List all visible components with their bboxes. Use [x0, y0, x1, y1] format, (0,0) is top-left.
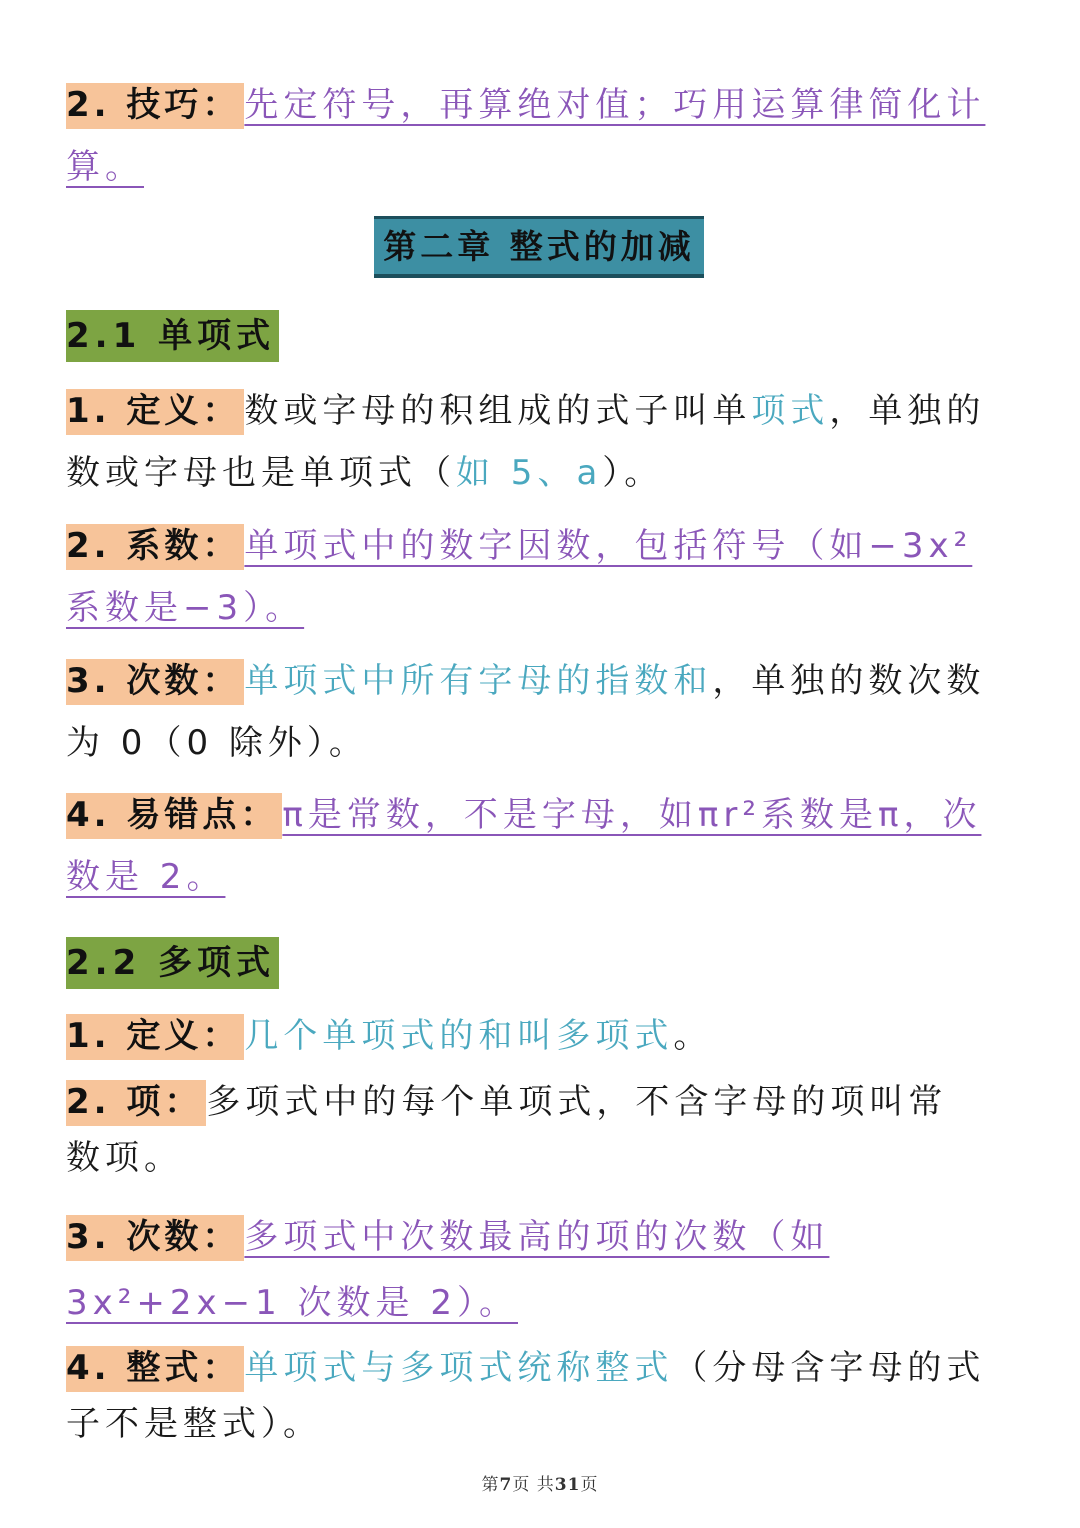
definition-text: 数或字母的积组成的式子叫单: [244, 391, 752, 431]
polynomial-degree: [66, 1204, 986, 1336]
polynomial-definition: [66, 1006, 986, 1066]
poly-degree-label: 3. 次数：: [66, 1215, 244, 1261]
section-heading-monomial: 2.1 单项式: [66, 310, 279, 362]
footer-prefix: 第: [481, 1475, 500, 1495]
footer-suffix: 页: [580, 1475, 599, 1495]
definition-label: 1. 定义：: [66, 389, 244, 435]
degree-text: ，单独的数次数为 0（0 除外）。: [66, 661, 986, 763]
coefficient-text: 单项式中的数字因数，包括符号（如−3x²系数是−3）。: [66, 526, 973, 628]
poly-definition-label: 1. 定义：: [66, 1014, 244, 1060]
term-text: 多项式中的每个单项式，不含字母的项叫常数项。: [66, 1082, 948, 1178]
coefficient-label: 2. 系数：: [66, 524, 244, 570]
term-label: 2. 项：: [66, 1080, 206, 1126]
poly-definition-end: 。: [673, 1016, 713, 1056]
poly-definition-highlight: 几个单项式的和叫多项式: [244, 1016, 674, 1056]
tip-text: 先定符号，再算绝对值；巧用运算律简化计算。: [66, 85, 986, 187]
error-label: 4. 易错点：: [66, 793, 282, 839]
definition-example: 如 5、a: [456, 453, 603, 493]
degree-highlight: 单项式中所有字母的指数和: [244, 661, 713, 701]
monomial-coefficient: [66, 515, 986, 639]
footer-total-pages: 31: [554, 1475, 581, 1495]
footer-page-number: 7: [499, 1475, 513, 1495]
integral-label: 4. 整式：: [66, 1346, 244, 1392]
degree-label: 3. 次数：: [66, 659, 244, 705]
monomial-definition: [66, 380, 986, 504]
definition-text-cont: ，单独的数或字母也是单项式（: [66, 391, 986, 493]
monomial-error-point: [66, 784, 986, 908]
poly-degree-text: 多项式中次数最高的项的次数（如 3x²+2x−1 次数是 2）。: [66, 1217, 830, 1323]
definition-end: ）。: [602, 453, 664, 493]
polynomial-term: [66, 1074, 986, 1186]
tip-item: [66, 74, 986, 198]
monomial-degree: [66, 650, 986, 774]
error-text: π是常数，不是字母，如πr²系数是π，次数是 2。: [66, 795, 982, 897]
tip-label: 2. 技巧：: [66, 83, 244, 129]
definition-highlight: 项式: [751, 391, 830, 431]
chapter-title: 第二章 整式的加减: [374, 216, 704, 278]
page-footer: [0, 1470, 1080, 1495]
integral-highlight: 单项式与多项式统称整式: [244, 1348, 674, 1388]
integral-expression: [66, 1340, 986, 1452]
footer-middle: 页 共: [512, 1475, 555, 1495]
integral-text: （分母含字母的式子不是整式）。: [66, 1348, 986, 1444]
section-heading-polynomial: 2.2 多项式: [66, 937, 279, 989]
